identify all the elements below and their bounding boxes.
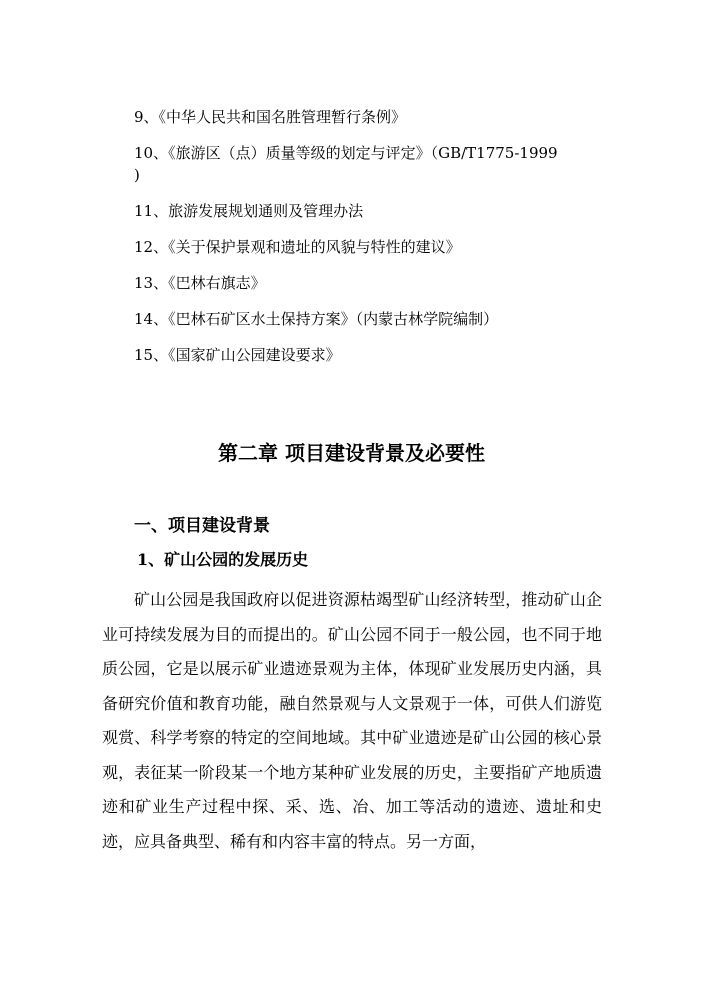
body-paragraph: 矿山公园是我国政府以促进资源枯竭型矿山经济转型，推动矿山企业可持续发展为目的而提出的。矿山公园不同于一般公园，也不同于地质公园，它是以展示矿业遗迹景观为主体，体现矿业发展历史内涵，具备研究价值和教育功能，融自然景观与人文景观于一体，可供人们游览观赏、科学考察的特定的空间地域。其中矿业遗迹是矿山公园的核心景观，表征某一阶段某一个地方某种矿业发展的历史，主要指矿产地质遗迹和矿业生产过程中探、采、选、冶、加工等活动的遗迹、遗址和史迹，应具备典型、稀有和内容丰富的特点。另一方面， bbox=[102, 590, 602, 851]
reference-item: 15、《国家矿山公园建设要求》 bbox=[134, 346, 341, 364]
reference-item: 11、旅游发展规划通则及管理办法 bbox=[134, 202, 364, 220]
reference-item: 9、《中华人民共和国名胜管理暂行条例》 bbox=[134, 108, 407, 126]
reference-item: 14、《巴林石矿区水土保持方案》（内蒙古林学院编制） bbox=[134, 310, 499, 328]
reference-item: 12、《关于保护景观和遗址的风貌与特性的建议》 bbox=[134, 238, 461, 256]
reference-item: 13、《巴林右旗志》 bbox=[134, 274, 266, 292]
reference-item: 10、《旅游区（点）质量等级的划定与评定》（GB/T1775-1999 bbox=[134, 144, 558, 162]
subsection-title: 1、矿山公园的发展历史 bbox=[137, 550, 309, 569]
chapter-title: 第二章 项目建设背景及必要性 bbox=[218, 441, 485, 465]
body-text bbox=[102, 583, 602, 859]
section-title: 一、项目建设背景 bbox=[134, 516, 270, 536]
reference-list bbox=[134, 106, 634, 380]
reference-item-continuation: ) bbox=[134, 166, 140, 184]
